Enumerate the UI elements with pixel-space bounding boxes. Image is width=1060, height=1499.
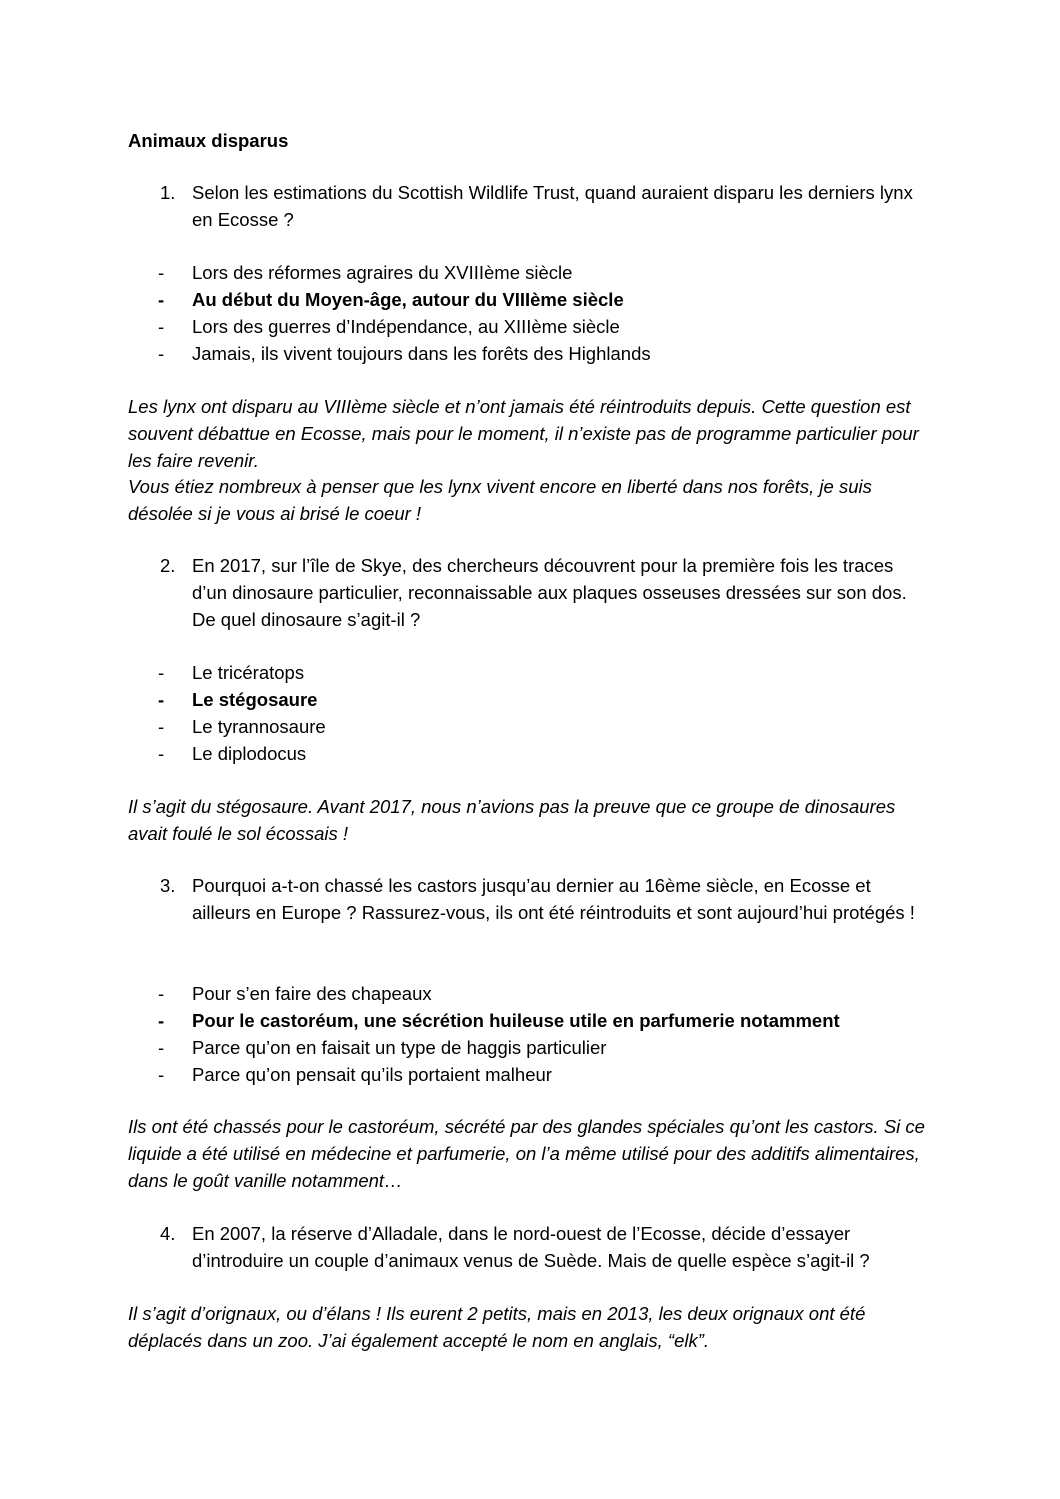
- option-dash: -: [158, 1010, 165, 1031]
- question-number: 3.: [160, 875, 176, 896]
- question-4: [128, 1221, 928, 1275]
- question-number: 4.: [160, 1223, 176, 1244]
- option-item: [128, 1062, 552, 1089]
- question-number: 1.: [160, 182, 176, 203]
- option-dash: -: [158, 743, 165, 764]
- option-text: Parce qu’on pensait qu’ils portaient malheur: [192, 1064, 552, 1085]
- answer-paragraph: Vous étiez nombreux à penser que les lynx vivent encore en liberté dans nos forêts, je suis désolée si je vous ai brisé le coeur !: [128, 476, 872, 525]
- question-number: 2.: [160, 555, 176, 576]
- option-item: [128, 341, 651, 368]
- option-item-correct: [128, 287, 624, 314]
- question-text: Selon les estimations du Scottish Wildlife Trust, quand auraient disparu les derniers lynx en Ecosse ?: [192, 182, 913, 230]
- question-text: Pourquoi a-t-on chassé les castors jusqu’au dernier au 16ème siècle, en Ecosse et ailleurs en Europe ? Rassurez-vous, ils ont été réintroduits et sont aujourd’hui protégés !: [192, 875, 915, 923]
- option-item-correct: [128, 687, 317, 714]
- option-dash: -: [158, 343, 165, 364]
- option-item: [128, 741, 306, 768]
- option-dash: -: [158, 983, 165, 1004]
- option-text: Jamais, ils vivent toujours dans les forêts des Highlands: [192, 343, 651, 364]
- document-title: Animaux disparus: [128, 130, 289, 151]
- option-text: Lors des guerres d’Indépendance, au XIIIème siècle: [192, 316, 620, 337]
- option-text: Le stégosaure: [192, 689, 318, 710]
- option-text: Le diplodocus: [192, 743, 307, 764]
- option-text: Pour le castoréum, une sécrétion huileuse utile en parfumerie notamment: [192, 1010, 840, 1031]
- option-item: [128, 714, 326, 741]
- option-text: Le tricératops: [192, 662, 305, 683]
- question-1: [128, 180, 928, 234]
- answer-paragraph: Ils ont été chassés pour le castoréum, sécrété par des glandes spéciales qu’ont les castors. Si ce liquide a été utilisé en médecine et parfumerie, on l’a même utilisé pour des additifs alimentaires, dans le goût vanille notamment…: [128, 1116, 925, 1191]
- option-dash: -: [158, 289, 165, 310]
- option-dash: -: [158, 689, 165, 710]
- option-dash: -: [158, 662, 165, 683]
- option-dash: -: [158, 1064, 165, 1085]
- option-text: Lors des réformes agraires du XVIIIème siècle: [192, 262, 573, 283]
- option-dash: -: [158, 716, 165, 737]
- option-text: Parce qu’on en faisait un type de haggis particulier: [192, 1037, 607, 1058]
- option-item: [128, 260, 572, 287]
- answer-explanation-4: [128, 1301, 938, 1355]
- option-item: [128, 981, 432, 1008]
- answer-explanation-3: [128, 1114, 938, 1194]
- question-2: [128, 553, 928, 633]
- question-text: En 2007, la réserve d’Alladale, dans le nord-ouest de l’Ecosse, décide d’essayer d’introduire un couple d’animaux venus de Suède. Mais de quelle espèce s’agit-il ?: [192, 1223, 870, 1271]
- answer-explanation-1: [128, 394, 938, 528]
- option-text: Le tyrannosaure: [192, 716, 326, 737]
- option-text: Pour s’en faire des chapeaux: [192, 983, 432, 1004]
- answer-paragraph: Il s’agit du stégosaure. Avant 2017, nous n’avions pas la preuve que ce groupe de dinosaures avait foulé le sol écossais !: [128, 796, 896, 844]
- option-item: [128, 1035, 606, 1062]
- answer-explanation-2: [128, 794, 938, 848]
- option-item-correct: [128, 1008, 840, 1035]
- option-item: [128, 660, 304, 687]
- question-3: [128, 873, 928, 927]
- answer-paragraph: Les lynx ont disparu au VIIIème siècle et n’ont jamais été réintroduits depuis. Cette question est souvent débattue en Ecosse, mais pour le moment, il n’existe pas de programme particulier pour les faire revenir.: [128, 396, 919, 471]
- answer-paragraph: Il s’agit d’orignaux, ou d’élans ! Ils eurent 2 petits, mais en 2013, les deux orignaux ont été déplacés dans un zoo. J’ai également accepté le nom en anglais, “elk”.: [128, 1303, 866, 1351]
- option-item: [128, 314, 620, 341]
- option-dash: -: [158, 1037, 165, 1058]
- option-dash: -: [158, 316, 165, 337]
- question-text: En 2017, sur l’île de Skye, des chercheurs découvrent pour la première fois les traces d’un dinosaure particulier, reconnaissable aux plaques osseuses dressées sur son dos. De quel dinosaure s’agit-il ?: [192, 555, 907, 630]
- option-text: Au début du Moyen-âge, autour du VIIIème siècle: [192, 289, 624, 310]
- option-dash: -: [158, 262, 165, 283]
